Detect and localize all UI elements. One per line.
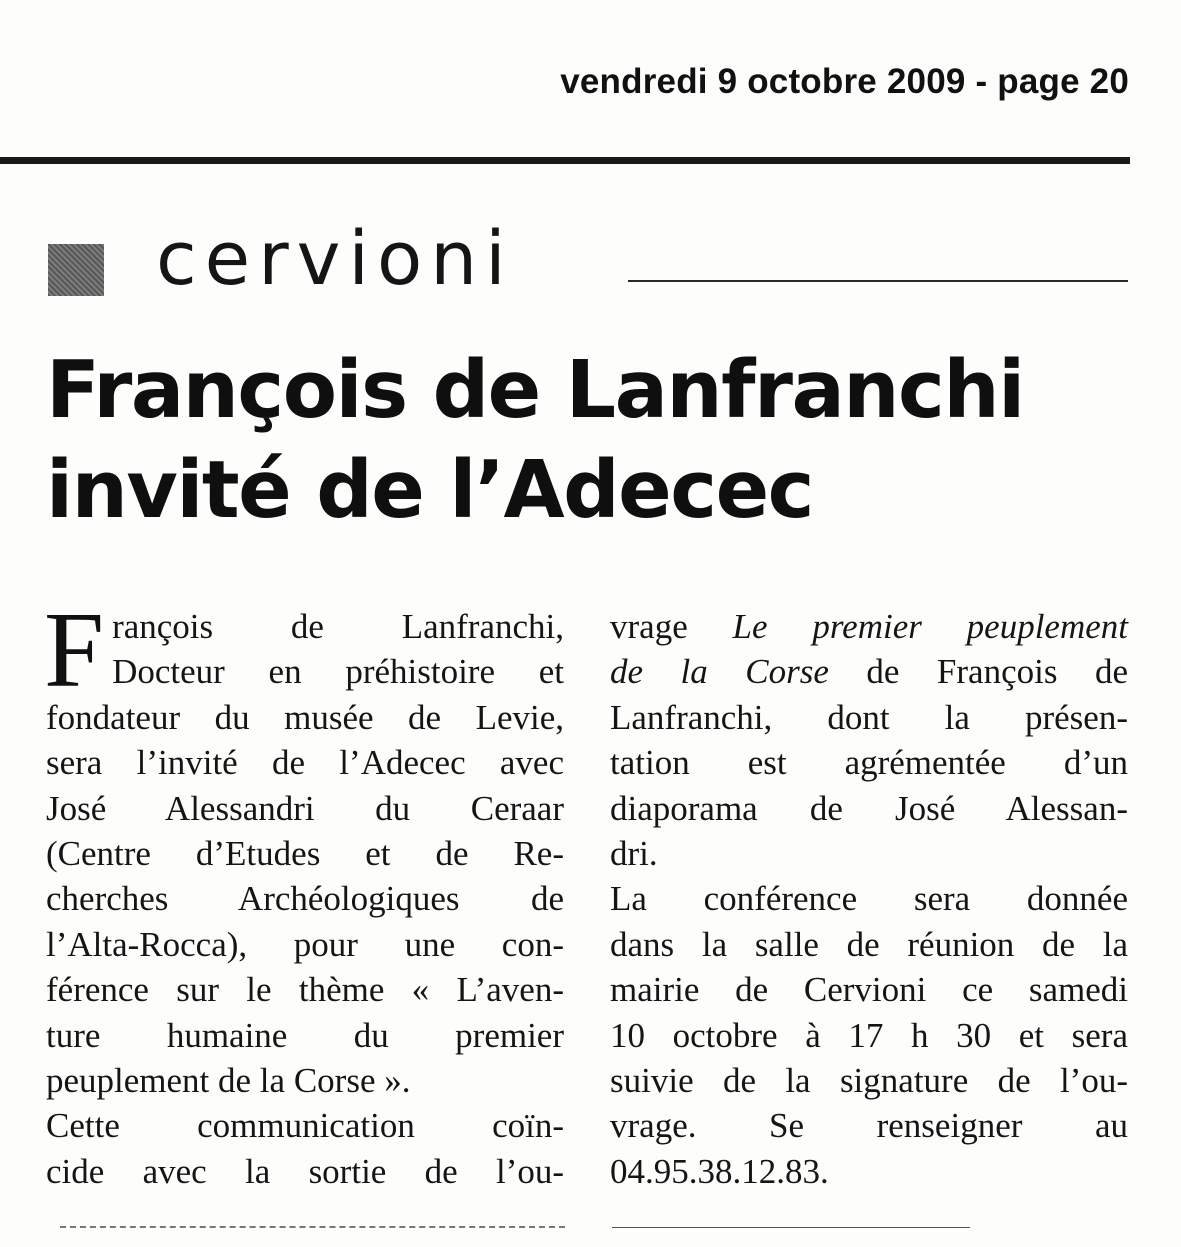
article-line: (Centre d’Etudes et de Re- <box>46 834 564 874</box>
book-title-part-1: Le premier peuplement <box>732 607 1129 646</box>
article-line: sera l’invité de l’Adecec avec <box>46 743 564 783</box>
article-line: férence sur le thème « L’aven- <box>46 970 564 1010</box>
headline-line-1: François de Lanfranchi <box>46 344 1024 436</box>
text-run: de François de <box>828 652 1128 692</box>
article-line: vrage. Se renseigner au <box>610 1106 1128 1146</box>
article-line: 10 octobre à 17 h 30 et sera <box>610 1015 1128 1055</box>
article-line: peuplement de la Corse ». <box>46 1061 411 1101</box>
bottom-rule-left <box>60 1226 565 1229</box>
article-line: La conférence sera donnée <box>610 879 1128 919</box>
article-line: tation est agrémentée d’un <box>610 743 1128 783</box>
bottom-rule-right <box>612 1227 970 1228</box>
article-line: diaporama de José Alessan- <box>610 788 1128 828</box>
article-left-column <box>44 591 564 1194</box>
article-line <box>610 649 1128 694</box>
dateline: vendredi 9 octobre 2009 - page 20 <box>560 62 1129 101</box>
article-line: Lanfranchi, dont la présen- <box>610 697 1128 737</box>
rubric-label: cervioni <box>156 216 514 302</box>
drop-cap: F <box>44 591 105 710</box>
top-rule <box>0 157 1130 164</box>
headline <box>46 340 1146 540</box>
rubric-rule <box>628 280 1128 282</box>
article-line: cherches Archéologiques de <box>46 879 564 919</box>
rubric-square-icon <box>48 244 104 296</box>
article-line: dri. <box>610 834 658 874</box>
headline-line-2: invité de l’Adecec <box>46 444 813 536</box>
article-right-column <box>610 604 1128 1194</box>
article-line: Docteur en préhistoire et <box>112 652 564 692</box>
article-line: mairie de Cervioni ce samedi <box>610 970 1128 1010</box>
article-line: José Alessandri du Ceraar <box>46 788 564 828</box>
article-line: l’Alta-Rocca), pour une con- <box>46 924 564 964</box>
book-title-part-2: de la Corse <box>610 652 829 692</box>
article-line: fondateur du musée de Levie, <box>46 697 564 737</box>
article-line: suivie de la signature de l’ou- <box>610 1061 1128 1101</box>
article-line: ture humaine du premier <box>46 1015 564 1055</box>
article-line <box>610 604 1128 649</box>
article-line: dans la salle de réunion de la <box>610 924 1128 964</box>
text-run: vrage <box>610 607 733 646</box>
article-line: rançois de Lanfranchi, <box>112 607 564 646</box>
article-line: cide avec la sortie de l’ou- <box>46 1151 564 1191</box>
phone-number: 04.95.38.12.83. <box>610 1151 829 1191</box>
article-line: Cette communication coïn- <box>46 1106 564 1146</box>
